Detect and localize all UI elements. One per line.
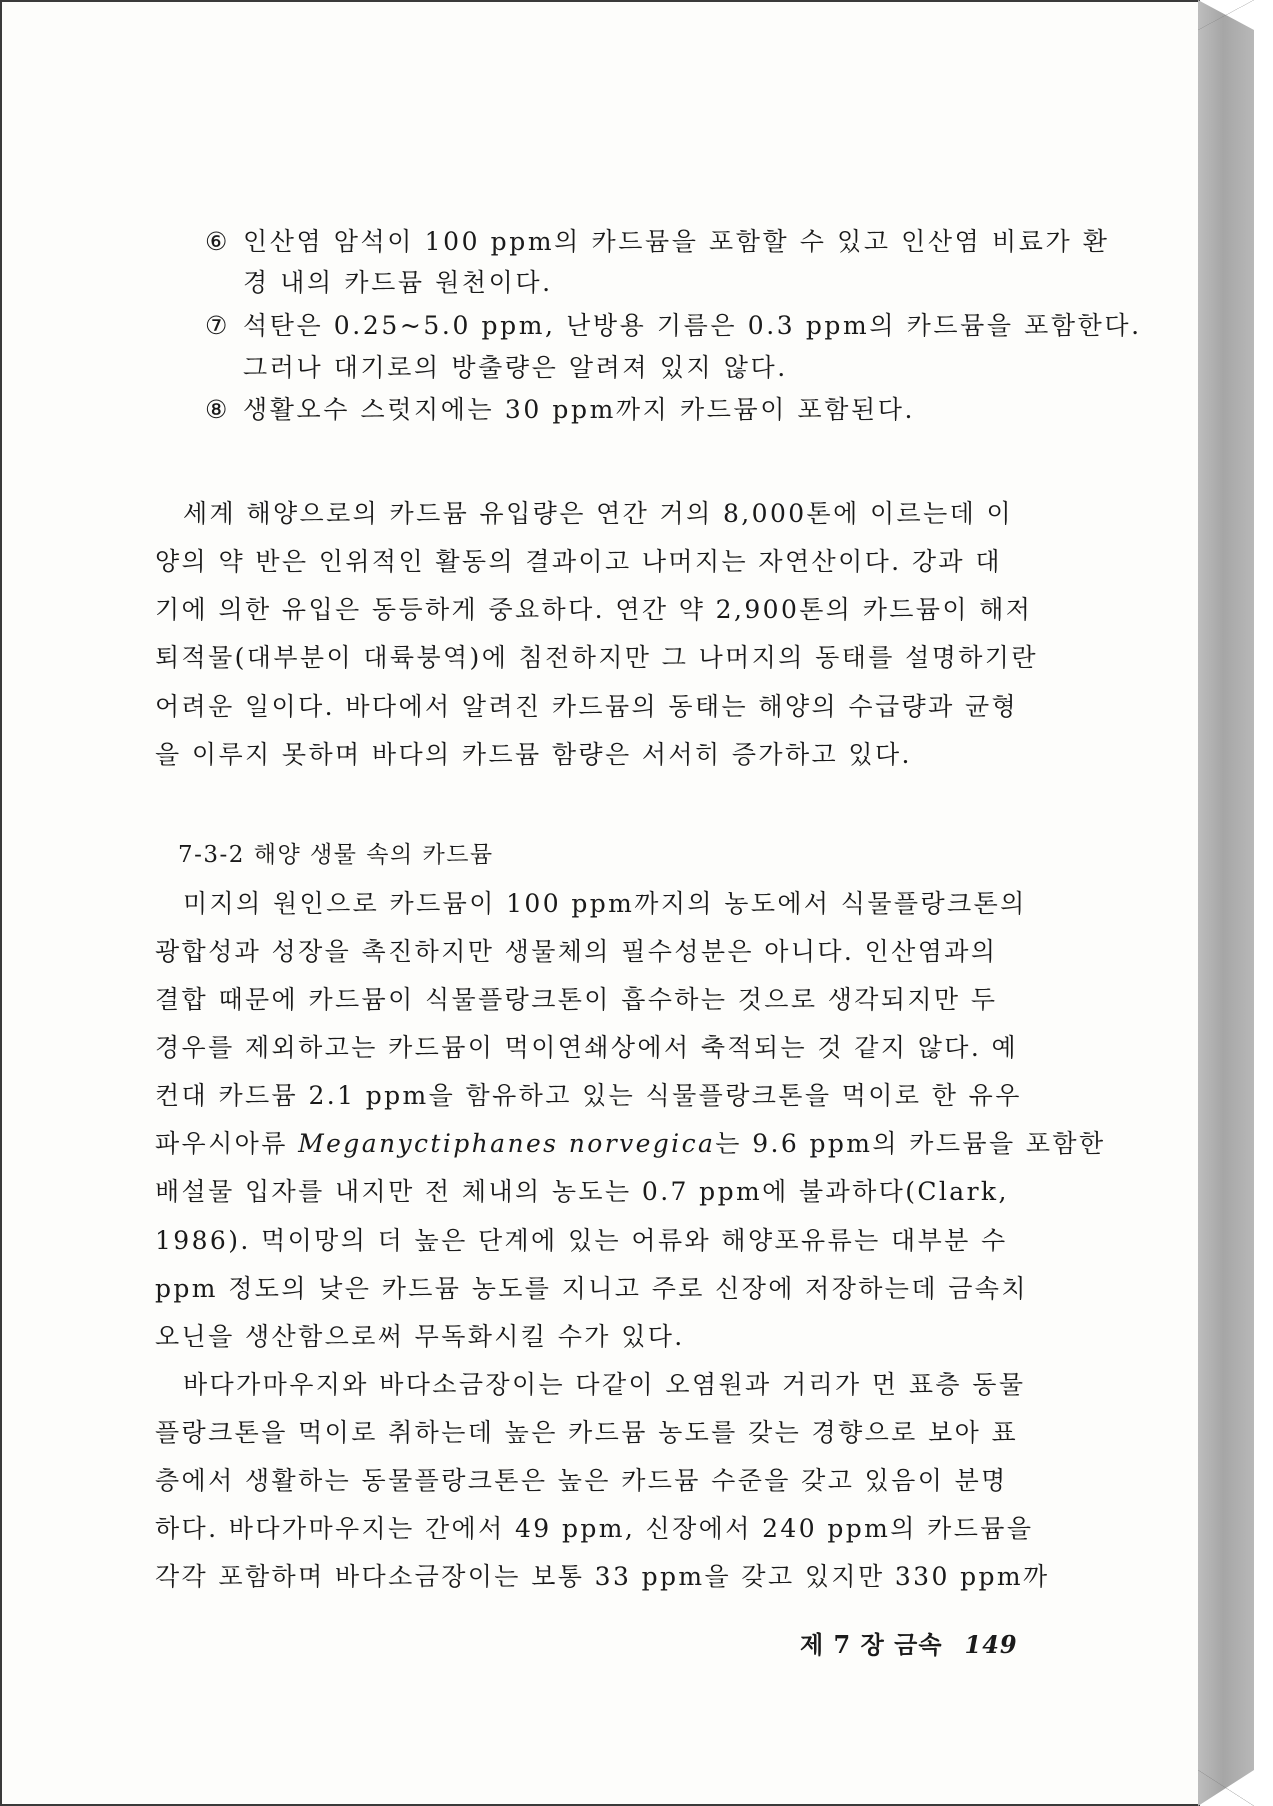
paragraph-line: 퇴적물(대부분이 대륙붕역)에 침전하지만 그 나머지의 동태를 설명하기란 bbox=[155, 643, 1038, 672]
chapter-label: 제 7 장 금속 bbox=[800, 1630, 943, 1659]
paragraph-line: 양의 약 반은 인위적인 활동의 결과이고 나머지는 자연산이다. 강과 대 bbox=[155, 547, 1002, 576]
paragraph-line: 미지의 원인으로 카드뮴이 100 ppm까지의 농도에서 식물플랑크톤의 bbox=[183, 889, 1027, 918]
page-edge-lines bbox=[1198, 0, 1254, 1806]
paragraph-line: 세계 해양으로의 카드뮴 유입량은 연간 거의 8,000톤에 이르는데 이 bbox=[183, 499, 1014, 528]
list-line: 석탄은 0.25~5.0 ppm, 난방용 기름은 0.3 ppm의 카드뮴을 포함한다. bbox=[243, 311, 1142, 340]
paragraph-line: 바다가마우지와 바다소금장이는 다같이 오염원과 거리가 먼 표층 동물 bbox=[183, 1370, 1026, 1399]
paragraph-line: 1986). 먹이망의 더 높은 단계에 있는 어류와 해양포유류는 대부분 수 bbox=[155, 1226, 1008, 1255]
section-heading: 7-3-2 해양 생물 속의 카드뮴 bbox=[178, 842, 494, 868]
paragraph-line: ppm 정도의 낮은 카드뮴 농도를 지니고 주로 신장에 저장하는데 금속치 bbox=[155, 1274, 1028, 1303]
paragraph-line: 을 이루지 못하며 바다의 카드뮴 함량은 서서히 증가하고 있다. bbox=[155, 740, 912, 769]
paragraph-line: 플랑크톤을 먹이로 취하는데 높은 카드뮴 농도를 갖는 경향으로 보아 표 bbox=[155, 1418, 1019, 1447]
list-line: 경 내의 카드뮴 원천이다. bbox=[243, 268, 553, 297]
paragraph-line: 배설물 입자를 내지만 전 체내의 농도는 0.7 ppm에 불과하다(Clark, bbox=[155, 1177, 1009, 1206]
list-item-6 bbox=[205, 222, 1110, 258]
list-line: 그러나 대기로의 방출량은 알려져 있지 않다. bbox=[243, 353, 788, 382]
text-span: 는 9.6 ppm의 카드뮴을 포함한 bbox=[715, 1129, 1106, 1158]
page-footer bbox=[800, 1625, 1018, 1660]
paragraph-line: 경우를 제외하고는 카드뮴이 먹이연쇄상에서 축적되는 것 같지 않다. 예 bbox=[155, 1033, 1019, 1062]
list-marker: ⑥ bbox=[205, 227, 231, 256]
text-span: 파우시아류 bbox=[155, 1129, 299, 1158]
paragraph-line: 어려운 일이다. 바다에서 알려진 카드뮴의 동태는 해양의 수급량과 균형 bbox=[155, 692, 1019, 721]
paragraph-line bbox=[155, 1124, 1106, 1160]
page-number: 149 bbox=[964, 1630, 1018, 1659]
paragraph-line: 하다. 바다가마우지는 간에서 49 ppm, 신장에서 240 ppm의 카드뮴을 bbox=[155, 1514, 1034, 1543]
paragraph-line: 광합성과 성장을 촉진하지만 생물체의 필수성분은 아니다. 인산염과의 bbox=[155, 937, 998, 966]
paragraph-line: 컨대 카드뮴 2.1 ppm을 함유하고 있는 식물플랑크톤을 먹이로 한 유우 bbox=[155, 1081, 1022, 1110]
list-item-8 bbox=[205, 390, 915, 426]
paragraph-line: 기에 의한 유입은 동등하게 중요하다. 연간 약 2,900톤의 카드뮴이 해저 bbox=[155, 595, 1033, 624]
list-marker: ⑧ bbox=[205, 395, 231, 424]
list-item-7 bbox=[205, 306, 1142, 342]
list-line: 인산염 암석이 100 ppm의 카드뮴을 포함할 수 있고 인산염 비료가 환 bbox=[243, 227, 1110, 256]
paragraph-line: 각각 포함하며 바다소금장이는 보통 33 ppm을 갖고 있지만 330 ppm까 bbox=[155, 1562, 1050, 1591]
list-line: 생활오수 스럿지에는 30 ppm까지 카드뮴이 포함된다. bbox=[243, 395, 916, 424]
paragraph-line: 층에서 생활하는 동물플랑크톤은 높은 카드뮴 수준을 갖고 있음이 분명 bbox=[155, 1466, 1008, 1495]
paragraph-line: 결합 때문에 카드뮴이 식물플랑크톤이 흡수하는 것으로 생각되지만 두 bbox=[155, 985, 998, 1014]
list-marker: ⑦ bbox=[205, 311, 231, 340]
species-name: Meganyctiphanes norvegica bbox=[298, 1129, 716, 1158]
paragraph-line: 오닌을 생산함으로써 무독화시킬 수가 있다. bbox=[155, 1322, 685, 1351]
